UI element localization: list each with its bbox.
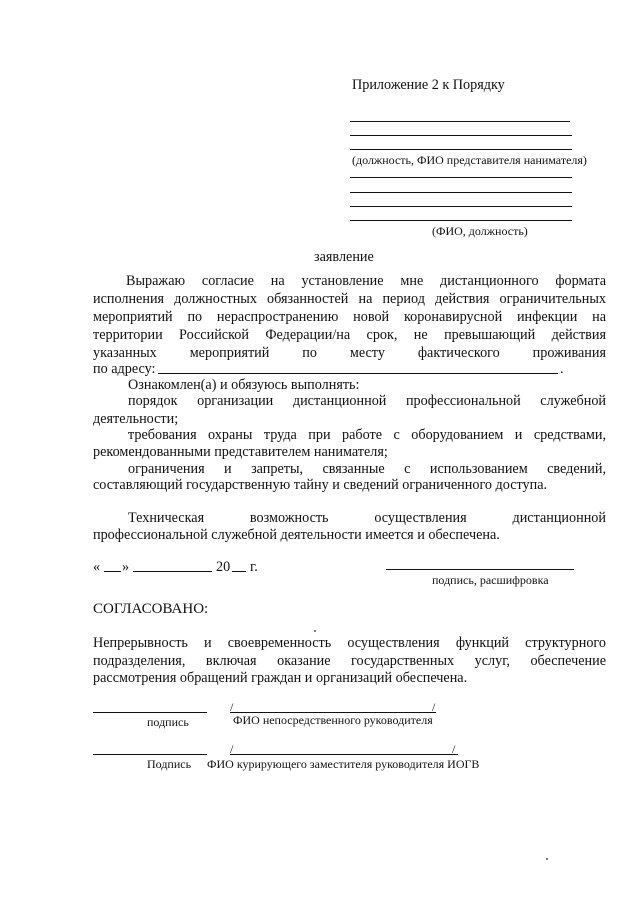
item1-line-1: порядок организации дистанционной профессиональной служебной (128, 393, 606, 409)
applicant-line-1 (350, 177, 572, 178)
row1-slash-left: / (230, 700, 234, 714)
date-month-line (133, 571, 212, 572)
body-line-3: мероприятий по нераспространению новой коронавирусной инфекции на (93, 309, 606, 325)
address-line (158, 373, 558, 374)
employer-line-3 (350, 149, 572, 150)
date-year-suffix: г. (250, 559, 258, 575)
applicant-line-3 (350, 206, 572, 207)
appendix-title: Приложение 2 к Порядку (352, 77, 505, 93)
address-end: . (560, 361, 564, 377)
applicant-line-4 (350, 220, 572, 221)
row1-slash-right: / (432, 700, 436, 714)
scan-dot (314, 630, 316, 632)
employer-caption: (должность, ФИО представителя нанимателя) (352, 153, 587, 167)
approval-line-2: подразделения, включая оказание государственных услуг, обеспечение (93, 653, 606, 669)
row2-slash-left: / (230, 742, 234, 756)
item2-line-2: рекомендованными представителем нанимателя; (93, 444, 388, 460)
applicant-line-2 (350, 192, 572, 193)
row2-signature-caption: Подпись (147, 757, 192, 771)
item2-line-1: требования охраны труда при работе с оборудованием и средствами, (128, 427, 606, 443)
address-label: по адресу: (93, 361, 156, 377)
scan-dot-bottom (546, 858, 548, 860)
row1-name-caption: ФИО непосредственного руководителя (233, 713, 433, 727)
body-line-1: Выражаю согласие на установление мне дистанционного формата (126, 273, 606, 289)
tech-line-2: профессиональной служебной деятельности имеется и обеспечена. (93, 527, 500, 543)
date-day-line (104, 571, 121, 572)
date-year-line (232, 571, 246, 572)
row1-signature-caption: подпись (147, 715, 189, 729)
item3-line-2: составляющий государственную тайну и сведений ограниченного доступа. (93, 477, 548, 493)
employer-line-2 (350, 135, 572, 136)
acknowledge-text: Ознакомлен(а) и обязуюсь выполнять: (128, 377, 360, 393)
date-close-quote: » (122, 559, 130, 575)
applicant-signature-line (386, 569, 574, 570)
item1-line-2: деятельности; (93, 411, 179, 427)
row2-name-caption: ФИО курирующего заместителя руководителя ИОГВ (207, 757, 480, 771)
body-line-5: указанных мероприятий по месту фактического проживания (93, 345, 606, 361)
date-open-quote: « (93, 559, 101, 575)
body-line-4: территории Российской Федерации/на срок, не превышающий действия (93, 327, 606, 343)
employer-line-1 (350, 121, 570, 122)
document-title: заявление (314, 249, 374, 265)
approval-heading: СОГЛАСОВАНО: (93, 601, 209, 617)
body-line-2: исполнения должностных обязанностей на период действия ограничительных (93, 291, 606, 307)
applicant-caption: (ФИО, должность) (432, 224, 528, 238)
row2-slash-right: / (452, 742, 456, 756)
applicant-signature-caption: подпись, расшифровка (432, 573, 549, 587)
tech-line-1: Техническая возможность осуществления дистанционной (128, 510, 606, 526)
date-year-prefix: 20 (216, 559, 231, 575)
approval-line-1: Непрерывность и своевременность осуществления функций структурного (93, 635, 606, 651)
approval-line-3: рассмотрения обращений граждан и организаций обеспечена. (93, 670, 468, 686)
item3-line-1: ограничения и запреты, связанные с использованием сведений, (128, 461, 606, 477)
